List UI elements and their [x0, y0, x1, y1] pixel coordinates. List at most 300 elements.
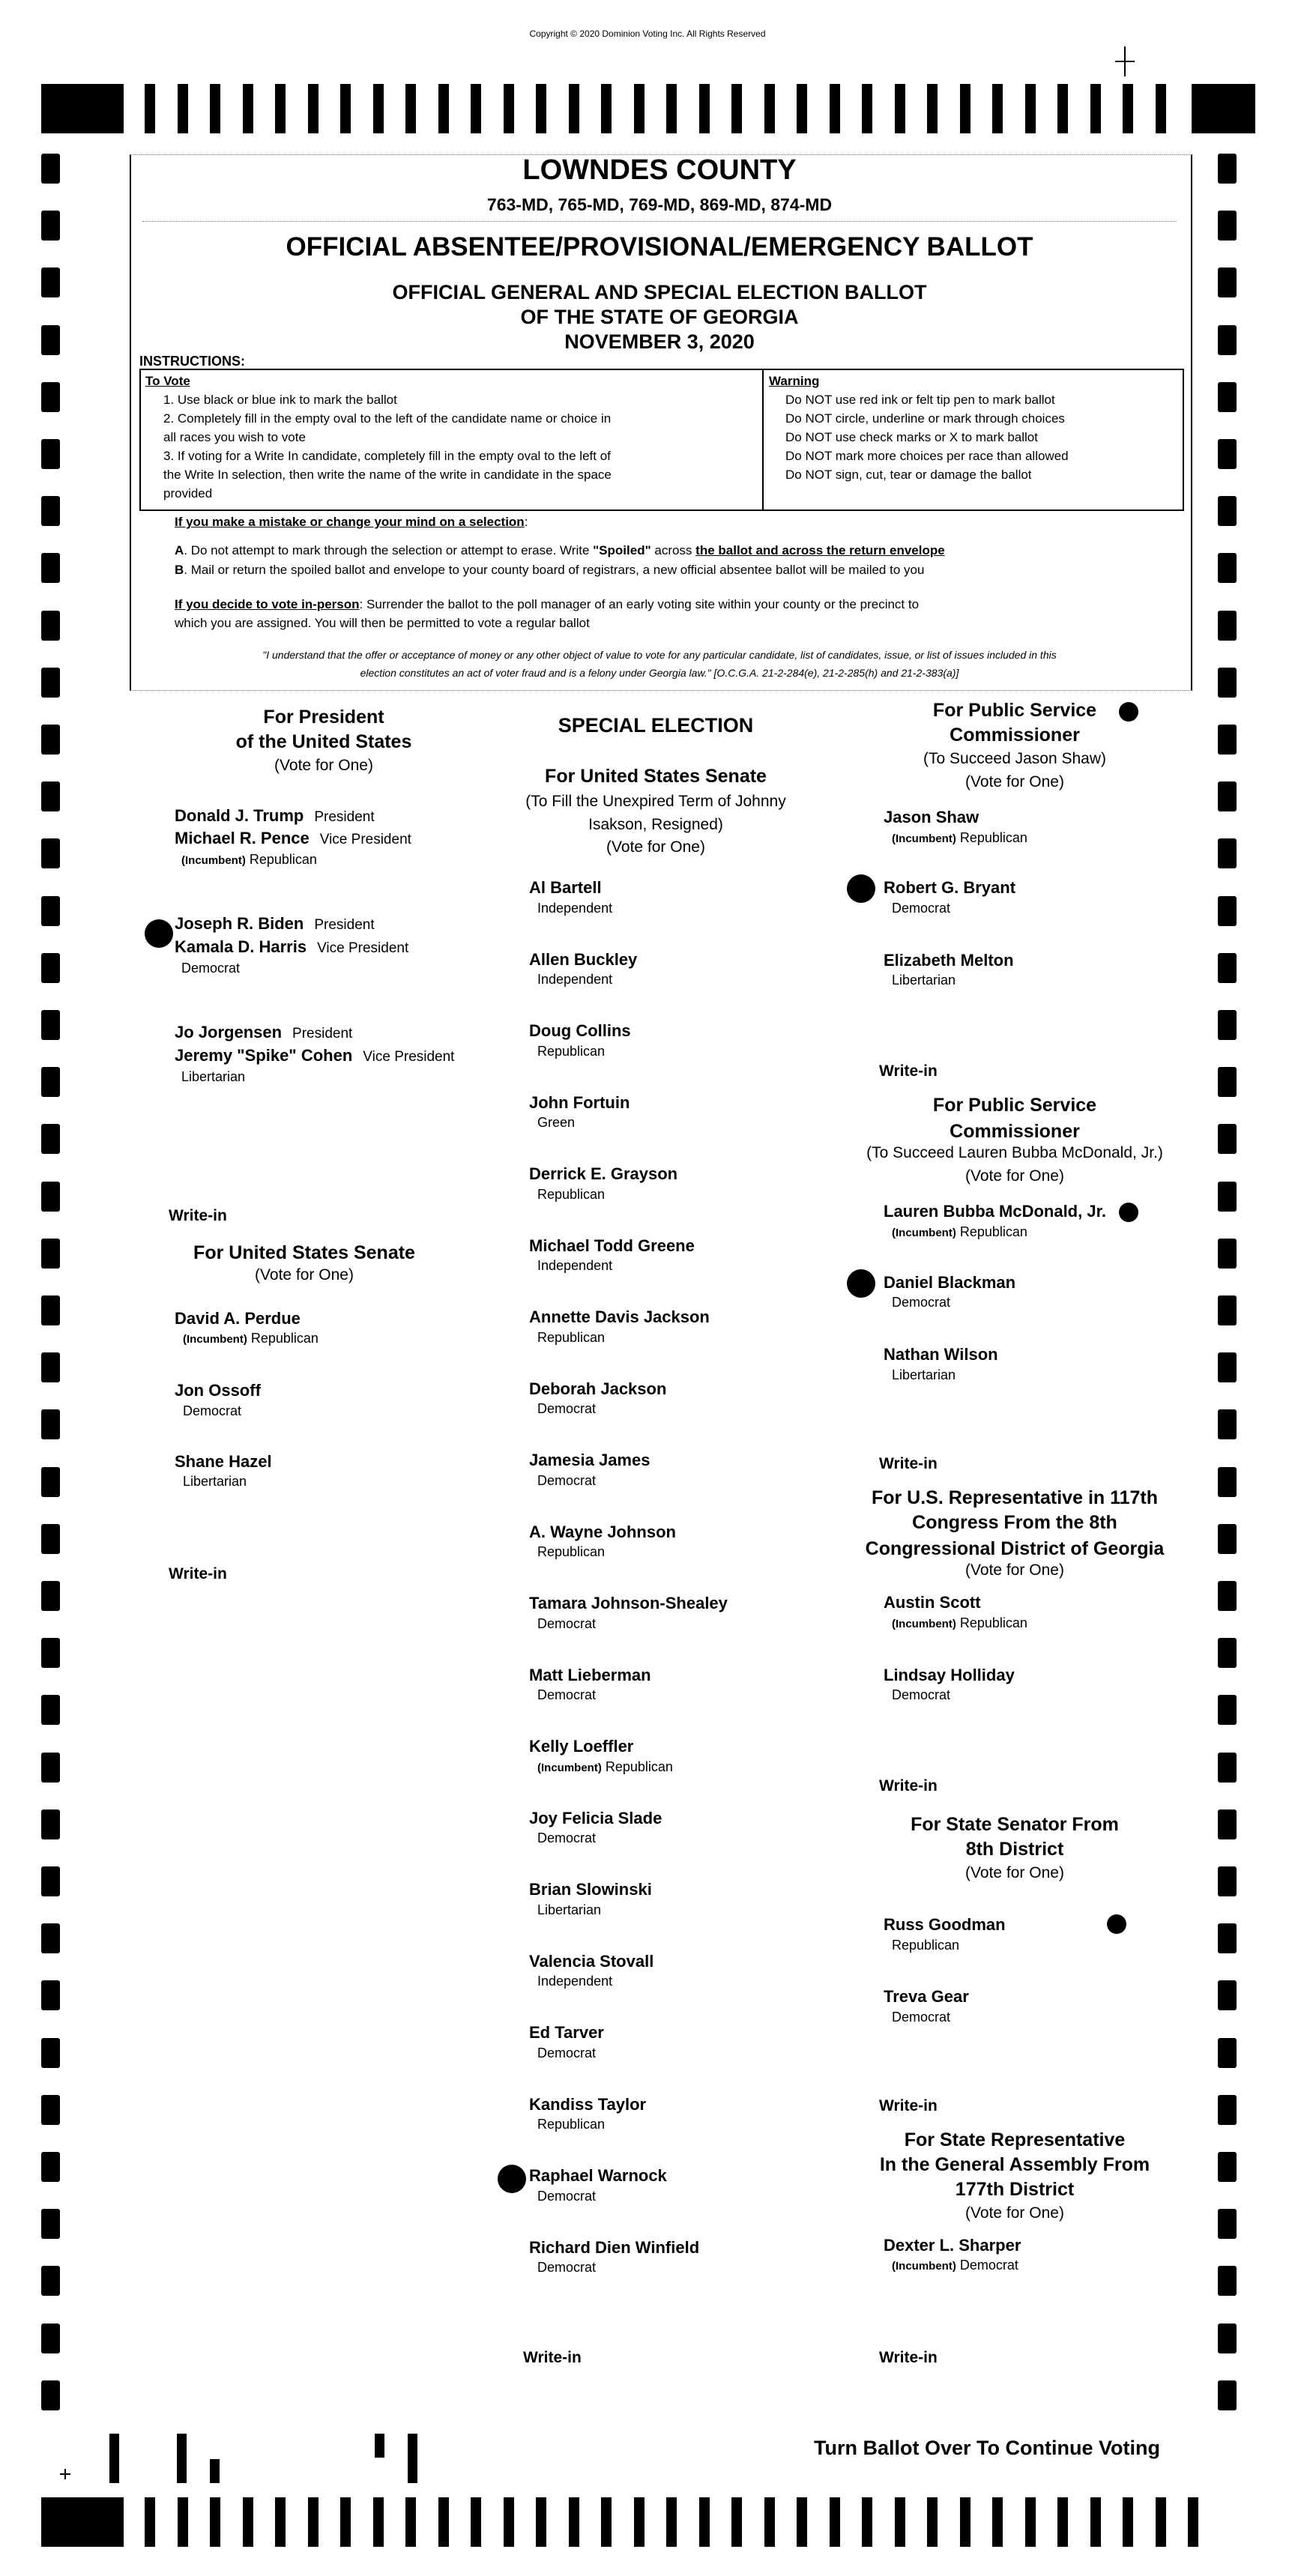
candidate-name[interactable]: Russ Goodman	[884, 1915, 1006, 1934]
timing-mark	[41, 1695, 60, 1725]
party-name: Republican	[959, 830, 1027, 845]
timing-mark	[1218, 1695, 1237, 1725]
timing-mark	[1218, 2038, 1237, 2068]
timing-mark	[41, 382, 60, 412]
write-in-option[interactable]: Write-in	[169, 1207, 227, 1224]
barcode-bar	[927, 84, 938, 133]
party-name: Democrat	[959, 2258, 1018, 2273]
president-name: Joseph R. Biden	[175, 914, 304, 933]
candidate-name[interactable]: Brian Slowinski	[529, 1880, 652, 1899]
candidate-name[interactable]: Joy Felicia Slade	[529, 1809, 662, 1827]
candidate-name[interactable]: Matt Lieberman	[529, 1666, 651, 1684]
barcode-bar	[960, 84, 971, 133]
timing-mark	[41, 211, 60, 241]
code-bar	[109, 2434, 119, 2483]
party-name: Republican	[537, 2117, 606, 2132]
candidate-party	[892, 1615, 1027, 1631]
party-name: Independent	[537, 1974, 613, 1989]
candidate-name[interactable]: Kandiss Taylor	[529, 2095, 647, 2114]
party-name: Republican	[892, 1938, 960, 1953]
to-vote-line: all races you wish to vote	[163, 430, 306, 444]
president-role: President	[314, 809, 375, 825]
party-name: Democrat	[892, 2010, 951, 2025]
divider	[142, 221, 1177, 222]
barcode-bar	[1090, 2497, 1101, 2547]
copyright-notice: Copyright © 2020 Dominion Voting Inc. All Rights Reserved	[529, 28, 766, 39]
candidate-name[interactable]: Annette Davis Jackson	[529, 1307, 710, 1326]
barcode-bar	[340, 2497, 351, 2547]
code-bar	[177, 2434, 187, 2483]
candidate-party	[892, 901, 950, 916]
race-title: For State Representative	[904, 2129, 1126, 2150]
filled-oval-icon[interactable]	[145, 919, 173, 948]
barcode-bar	[405, 2497, 416, 2547]
timing-mark	[41, 1352, 60, 1382]
candidate-party	[537, 1330, 605, 1346]
party-name: Libertarian	[183, 1474, 247, 1489]
party-name: Independent	[537, 901, 613, 916]
party-name: Independent	[537, 972, 613, 987]
party-name: Democrat	[537, 2046, 597, 2061]
timing-mark	[1218, 1638, 1237, 1668]
barcode-bar	[895, 2497, 905, 2547]
barcode-bar	[699, 2497, 710, 2547]
candidate-party	[537, 2046, 596, 2061]
timing-mark	[1218, 953, 1237, 983]
party-name: Democrat	[537, 1687, 597, 1702]
presidential-candidate[interactable]	[175, 914, 375, 934]
mistake-b: B. Mail or return the spoiled ballot and envelope to your county board of registrars, a new official absentee ballot will be mailed to you	[175, 563, 925, 577]
candidate-party	[537, 1187, 605, 1203]
race-title: of the United States	[235, 731, 412, 752]
candidate-name[interactable]: Robert G. Bryant	[884, 878, 1016, 897]
barcode-bar	[1057, 84, 1068, 133]
party-name: Republican	[537, 1330, 606, 1345]
candidate-name[interactable]: David A. Perdue	[175, 1309, 301, 1328]
candidate-party	[537, 1759, 673, 1775]
candidate-name[interactable]: Daniel Blackman	[884, 1273, 1016, 1292]
timing-mark	[1218, 325, 1237, 355]
vote-for-instruction: (Vote for One)	[965, 1864, 1064, 1881]
barcode-bar	[1123, 2497, 1133, 2547]
race-title: For President	[263, 707, 384, 728]
candidate-name[interactable]: Austin Scott	[884, 1593, 981, 1612]
party-name: Republican	[249, 852, 317, 867]
barcode-bar	[862, 2497, 872, 2547]
race-title: 177th District	[955, 2179, 1075, 2200]
barcode-bar	[504, 2497, 514, 2547]
timing-mark	[1218, 1809, 1237, 1839]
filled-oval-icon[interactable]	[498, 2165, 526, 2193]
write-in-option[interactable]: Write-in	[879, 1455, 938, 1472]
barcode-bar	[438, 2497, 449, 2547]
candidate-party	[892, 973, 956, 988]
warning-line: Do NOT sign, cut, tear or damage the ballot	[785, 468, 1032, 482]
barcode-bar	[536, 84, 546, 133]
candidate-name[interactable]: Treva Gear	[884, 1987, 969, 2006]
vote-for-instruction: (Vote for One)	[965, 773, 1064, 790]
timing-mark	[1218, 2095, 1237, 2125]
race-title: For Public Service	[932, 1095, 1097, 1116]
timing-mark	[1218, 896, 1237, 926]
candidate-party	[892, 1224, 1027, 1240]
candidate-name[interactable]: Doug Collins	[529, 1021, 631, 1040]
party-name: Democrat	[892, 901, 951, 916]
write-in-option[interactable]: Write-in	[879, 1062, 938, 1080]
incumbent-label: (Incumbent)	[181, 854, 246, 867]
timing-mark	[41, 1524, 60, 1554]
timing-mark	[1218, 2380, 1237, 2410]
vote-for-instruction: (Vote for One)	[965, 1561, 1064, 1579]
barcode-bar	[210, 2497, 220, 2547]
timing-mark	[41, 1409, 60, 1439]
barcode-bar	[145, 84, 155, 133]
party-name: Democrat	[183, 1403, 242, 1418]
incumbent-label: (Incumbent)	[892, 1227, 956, 1239]
instructions-label: INSTRUCTIONS:	[139, 354, 245, 369]
party-name: Democrat	[537, 2260, 597, 2275]
candidate-name[interactable]: Jon Ossoff	[175, 1381, 261, 1400]
timing-mark	[41, 2038, 60, 2068]
candidate-name[interactable]: Richard Dien Winfield	[529, 2238, 700, 2257]
barcode-bar	[569, 2497, 579, 2547]
timing-mark	[41, 725, 60, 755]
party-name: Democrat	[537, 1473, 597, 1488]
vp-role: Vice President	[319, 832, 411, 847]
barcode-bar	[536, 2497, 546, 2547]
barcode-bar	[992, 84, 1003, 133]
election-line: OF THE STATE OF GEORGIA	[520, 306, 799, 328]
timing-mark	[1218, 154, 1237, 184]
candidate-name[interactable]: Deborah Jackson	[529, 1379, 667, 1398]
candidate-name[interactable]: Michael Todd Greene	[529, 1236, 695, 1255]
timing-mark	[41, 838, 60, 868]
barcode-bar	[992, 2497, 1003, 2547]
code-bar	[375, 2434, 384, 2458]
ticket-party	[181, 1069, 245, 1085]
timing-mark	[1218, 2209, 1237, 2239]
incumbent-label: (Incumbent)	[892, 1618, 956, 1630]
ticket-party	[181, 852, 317, 868]
write-in-option[interactable]: Write-in	[879, 1777, 938, 1795]
incumbent-label: (Incumbent)	[892, 2260, 956, 2273]
race-subtitle: (To Succeed Jason Shaw)	[923, 750, 1106, 767]
code-bar	[210, 2459, 220, 2483]
barcode-bar	[308, 84, 319, 133]
candidate-party	[537, 1044, 605, 1059]
president-role: President	[292, 1026, 353, 1041]
filled-oval-icon[interactable]	[847, 874, 875, 903]
party-name: Democrat	[181, 961, 241, 976]
timing-mark	[1218, 2323, 1237, 2353]
candidate-party	[892, 2010, 950, 2025]
president-role: President	[314, 917, 375, 933]
fraud-notice: "I understand that the offer or acceptance of money or any other object of value to vote for any particular candidate, list of candidates, issue, or list of issues included in this election constitutes an act of voter fraud and is a felony under Georgia law." [O.C.G.A. 21-2-284(e), 21-2-285(h) and 21-2-383(a)]	[262, 649, 1057, 679]
barcode-bar	[699, 84, 710, 133]
barcode-bar	[145, 2497, 155, 2547]
timing-mark	[1218, 1295, 1237, 1325]
barcode-bar	[1090, 84, 1101, 133]
party-name: Republican	[605, 1759, 673, 1774]
party-name: Democrat	[537, 2189, 597, 2204]
timing-mark	[1218, 439, 1237, 469]
code-bar	[408, 2434, 417, 2483]
candidate-name[interactable]: A. Wayne Johnson	[529, 1523, 676, 1541]
barcode-bar	[308, 2497, 319, 2547]
incumbent-label: (Incumbent)	[537, 1762, 602, 1774]
barcode-bar	[797, 2497, 807, 2547]
party-name: Libertarian	[892, 973, 956, 988]
timing-mark	[1218, 838, 1237, 868]
timing-mark	[1218, 1124, 1237, 1154]
barcode-bar	[666, 84, 677, 133]
vp-name: Jeremy "Spike" Cohen	[175, 1046, 353, 1065]
ballot-type-title: OFFICIAL ABSENTEE/PROVISIONAL/EMERGENCY BALLOT	[286, 232, 1033, 261]
barcode-bar	[830, 2497, 840, 2547]
candidate-name[interactable]: Ed Tarver	[529, 2023, 604, 2042]
filled-oval-icon[interactable]	[847, 1269, 875, 1298]
party-name: Democrat	[537, 1401, 597, 1416]
timing-mark	[41, 325, 60, 355]
candidate-name[interactable]: Jamesia James	[529, 1451, 650, 1469]
race-title: In the General Assembly From	[879, 2154, 1150, 2175]
president-name: Jo Jorgensen	[175, 1023, 283, 1041]
barcode-bar	[569, 84, 579, 133]
timing-mark	[1218, 267, 1237, 297]
timing-mark	[1218, 1409, 1237, 1439]
race-title: For United States Senate	[545, 766, 767, 787]
barcode-bar	[601, 2497, 612, 2547]
barcode-bar	[471, 2497, 481, 2547]
timing-mark	[41, 1239, 60, 1269]
candidate-party	[537, 1258, 612, 1274]
section-label: SPECIAL ELECTION	[558, 714, 754, 737]
party-name: Libertarian	[892, 1367, 956, 1382]
race-subtitle: (To Succeed Lauren Bubba McDonald, Jr.)	[866, 1144, 1163, 1161]
party-name: Republican	[537, 1187, 606, 1202]
candidate-party	[537, 1974, 612, 1989]
timing-mark	[41, 1124, 60, 1154]
president-name: Donald J. Trump	[175, 806, 304, 825]
race-title: For U.S. Representative in 117th	[871, 1487, 1159, 1508]
candidate-party	[537, 972, 612, 988]
timing-mark	[41, 1467, 60, 1497]
timing-mark	[41, 1753, 60, 1783]
write-in-option[interactable]: Write-in	[879, 2097, 938, 2114]
barcode-block	[41, 84, 124, 133]
timing-mark	[1218, 1524, 1237, 1554]
barcode-bar	[373, 84, 384, 133]
barcode-bar	[830, 84, 840, 133]
barcode-bar	[731, 2497, 742, 2547]
party-name: Republican	[250, 1331, 319, 1346]
party-name: Democrat	[892, 1687, 951, 1702]
candidate-party	[892, 1367, 956, 1383]
candidate-party	[537, 1616, 596, 1632]
write-in-option[interactable]: Write-in	[879, 2349, 938, 2366]
timing-mark	[1218, 211, 1237, 241]
party-name: Libertarian	[181, 1069, 246, 1084]
warning-line: Do NOT use red ink or felt tip pen to mark ballot	[785, 393, 1055, 407]
candidate-party	[183, 1331, 319, 1346]
candidate-party	[183, 1403, 241, 1419]
candidate-name[interactable]: John Fortuin	[529, 1093, 630, 1112]
barcode-block	[1192, 84, 1255, 133]
presidential-candidate[interactable]	[175, 1023, 352, 1042]
presidential-candidate[interactable]	[175, 806, 375, 826]
vice-presidential-candidate[interactable]	[175, 1046, 454, 1065]
vp-role: Vice President	[363, 1049, 455, 1065]
candidate-name[interactable]: Kelly Loeffler	[529, 1737, 634, 1756]
registration-mark-icon	[1115, 61, 1135, 62]
vice-presidential-candidate[interactable]	[175, 937, 408, 957]
warning-title: Warning	[769, 374, 820, 388]
barcode-bar	[275, 2497, 286, 2547]
timing-mark	[41, 1295, 60, 1325]
timing-mark	[1218, 1753, 1237, 1783]
candidate-name[interactable]: Lauren Bubba McDonald, Jr.	[884, 1202, 1107, 1221]
barcode-bar	[1188, 2497, 1198, 2547]
party-name: Democrat	[892, 1295, 951, 1310]
timing-mark	[41, 439, 60, 469]
warning-line: Do NOT mark more choices per race than allowed	[785, 449, 1069, 463]
candidate-party	[537, 1115, 575, 1131]
vote-for-instruction: (Vote for One)	[606, 838, 705, 856]
candidate-name[interactable]: Dexter L. Sharper	[884, 2236, 1021, 2255]
warning-line: Do NOT circle, underline or mark through choices	[785, 411, 1065, 426]
party-name: Democrat	[537, 1830, 597, 1845]
candidate-name[interactable]: Jason Shaw	[884, 808, 979, 826]
instructions-table	[139, 369, 1184, 511]
timing-mark	[41, 1182, 60, 1212]
stray-mark-icon	[1107, 1914, 1126, 1934]
candidate-name[interactable]: Valencia Stovall	[529, 1952, 654, 1971]
party-name: Republican	[537, 1044, 606, 1059]
candidate-name[interactable]: Al Bartell	[529, 878, 602, 897]
party-name: Republican	[537, 1544, 606, 1559]
candidate-party	[892, 1938, 959, 1953]
race-title: Congress From the 8th	[912, 1512, 1117, 1533]
timing-mark	[1218, 382, 1237, 412]
mistake-heading: If you make a mistake or change your mind on a selection:	[175, 515, 528, 529]
timing-mark	[1218, 1182, 1237, 1212]
to-vote-line: 1. Use black or blue ink to mark the ballot	[163, 393, 397, 407]
barcode-bar	[471, 84, 481, 133]
crosshair-mark	[60, 2473, 70, 2475]
candidate-name[interactable]: Nathan Wilson	[884, 1345, 998, 1364]
timing-mark	[41, 2266, 60, 2296]
party-name: Democrat	[537, 1616, 597, 1631]
election-line: NOVEMBER 3, 2020	[564, 330, 755, 353]
candidate-party	[537, 2260, 596, 2276]
race-title: Commissioner	[950, 1121, 1080, 1142]
to-vote-line: 3. If voting for a Write In candidate, completely fill in the empty oval to the left of	[163, 449, 611, 463]
candidate-name[interactable]: Raphael Warnock	[529, 2166, 667, 2185]
vp-name: Michael R. Pence	[175, 829, 310, 847]
write-in-option[interactable]: Write-in	[169, 1565, 227, 1582]
barcode-bar	[1156, 84, 1166, 133]
candidate-name[interactable]: Lindsay Holliday	[884, 1666, 1015, 1684]
candidate-party	[892, 1687, 950, 1703]
candidate-party	[537, 1687, 596, 1703]
party-name: Independent	[537, 1258, 613, 1273]
incumbent-label: (Incumbent)	[183, 1333, 247, 1346]
ticket-party	[181, 961, 240, 976]
timing-mark	[41, 267, 60, 297]
candidate-name[interactable]: Tamara Johnson-Shealey	[529, 1594, 728, 1612]
barcode-bar	[178, 2497, 188, 2547]
timing-mark	[41, 1067, 60, 1097]
barcode-bar	[275, 84, 286, 133]
barcode-bar	[601, 84, 612, 133]
timing-mark	[41, 1923, 60, 1953]
write-in-option[interactable]: Write-in	[523, 2349, 582, 2366]
stray-mark-icon	[1119, 1203, 1138, 1222]
timing-mark	[1218, 1239, 1237, 1269]
timing-mark	[1218, 2152, 1237, 2182]
barcode-block	[41, 2497, 124, 2547]
to-vote-title: To Vote	[145, 374, 190, 388]
timing-mark	[1218, 1467, 1237, 1497]
timing-mark	[1218, 611, 1237, 641]
barcode-bar	[1156, 2497, 1166, 2547]
timing-mark	[1218, 1352, 1237, 1382]
candidate-name[interactable]: Shane Hazel	[175, 1452, 272, 1471]
timing-mark	[41, 2323, 60, 2353]
race-subtitle: (To Fill the Unexpired Term of Johnny	[525, 793, 786, 810]
timing-mark	[1218, 1067, 1237, 1097]
timing-mark	[1218, 553, 1237, 583]
in-person-instructions: If you decide to vote in-person: Surrender the ballot to the poll manager of an early voting site within your county or the precinct to which you are assigned. You will then be permitted to vote a regular ballot	[175, 597, 920, 630]
vice-presidential-candidate[interactable]	[175, 829, 411, 848]
candidate-name[interactable]: Elizabeth Melton	[884, 951, 1014, 970]
turn-over-notice: Turn Ballot Over To Continue Voting	[814, 2437, 1160, 2459]
county-title: LOWNDES COUNTY	[522, 154, 797, 186]
warning-line: Do NOT use check marks or X to mark ballot	[785, 430, 1038, 444]
election-line: OFFICIAL GENERAL AND SPECIAL ELECTION BALLOT	[392, 281, 927, 303]
race-title: For State Senator From	[911, 1814, 1119, 1835]
candidate-party	[537, 1830, 596, 1846]
timing-mark	[41, 896, 60, 926]
timing-mark	[1218, 725, 1237, 755]
candidate-party	[537, 1401, 596, 1417]
candidate-name[interactable]: Derrick E. Grayson	[529, 1164, 678, 1183]
timing-mark	[41, 1581, 60, 1611]
timing-mark	[41, 1638, 60, 1668]
party-name: Republican	[959, 1224, 1027, 1239]
stray-mark-icon	[1119, 702, 1138, 722]
vote-for-instruction: (Vote for One)	[274, 757, 373, 774]
barcode-bar	[178, 84, 188, 133]
election-title	[392, 280, 926, 354]
to-vote-line: provided	[163, 486, 213, 501]
party-name: Libertarian	[537, 1902, 602, 1917]
barcode-bar	[243, 2497, 253, 2547]
timing-mark	[41, 2209, 60, 2239]
barcode-bar	[1025, 84, 1036, 133]
candidate-name[interactable]: Allen Buckley	[529, 950, 638, 969]
vote-for-instruction: (Vote for One)	[965, 1167, 1064, 1185]
barcode-bar	[1123, 84, 1133, 133]
race-title: Commissioner	[950, 725, 1080, 746]
race-title: Congressional District of Georgia	[865, 1538, 1165, 1559]
barcode-bar	[895, 84, 905, 133]
candidate-party	[537, 901, 612, 916]
timing-mark	[41, 496, 60, 526]
timing-mark	[1218, 496, 1237, 526]
timing-mark	[1218, 781, 1237, 811]
timing-mark	[41, 2380, 60, 2410]
